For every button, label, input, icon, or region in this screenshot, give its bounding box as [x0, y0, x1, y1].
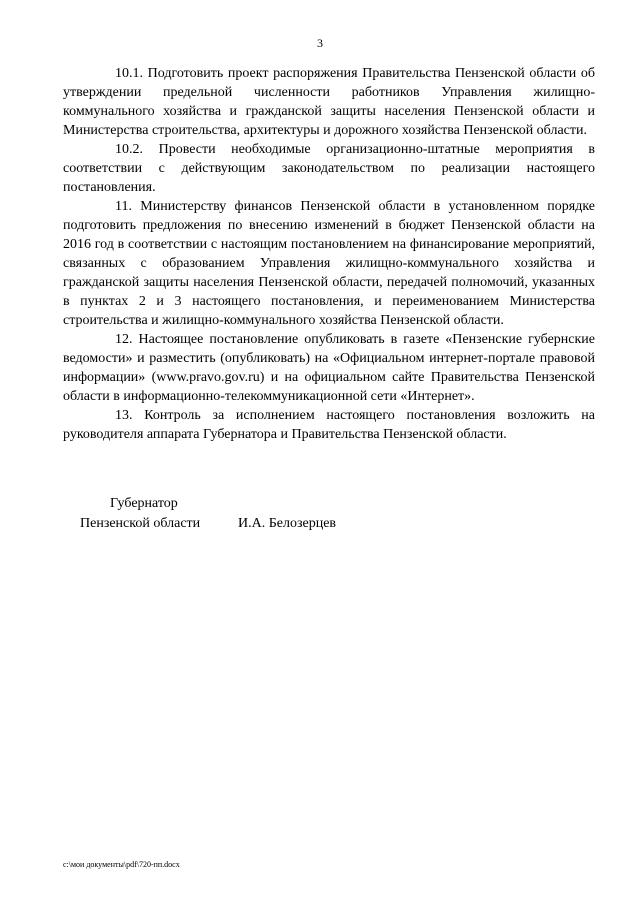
paragraph-11: 11. Министерству финансов Пензенской области в установленном порядке подготовить предложения по внесению изменений в бюджет Пензенской области на 2016 год в соответствии с настоящим постановлением на финансирование мероприятий, связанных с образованием Управления жилищно-коммунального хозяйства и гражданской защиты населения Пензенской области, передачей полномочий, указанных в пунктах 2 и 3 настоящего постановления, и переименованием Министерства строительства и жилищно-коммунального хозяйства Пензенской области.: [63, 199, 595, 328]
paragraph-13: 13. Контроль за исполнением настоящего постановления возложить на руководителя аппарата Губернатора и Правительства Пензенской области.: [63, 408, 595, 442]
signatory-title-line1: Губернатор: [110, 496, 178, 511]
paragraph-10-2: 10.2. Провести необходимые организационно-штатные мероприятия в соответствии с действующим законодательством по реализации настоящего постановления.: [63, 142, 595, 195]
paragraph-12: 12. Настоящее постановление опубликовать в газете «Пензенские губернские ведомости» и разместить (опубликовать) на «Официальном интернет-портале правовой информации» (www.pravo.gov.ru) и на официальном сайте Правительства Пензенской области в информационно-телекоммуникационной сети «Интернет».: [63, 332, 595, 404]
paragraph-10-1: 10.1. Подготовить проект распоряжения Правительства Пензенской области об утверждении предельной численности работников Управления жилищно-коммунального хозяйства и гражданской защиты населения Пензенской области и Министерства строительства, архитектуры и дорожного хозяйства Пензенской области.: [63, 66, 595, 138]
footer-file-path: c:\мои документы\pdf\720-пп.docx: [63, 860, 180, 869]
page-number: 3: [317, 36, 323, 50]
signatory-name: И.А. Белозерцев: [238, 516, 337, 531]
document-body: [63, 64, 595, 444]
signatory-title-line2: Пензенской области: [80, 516, 201, 531]
